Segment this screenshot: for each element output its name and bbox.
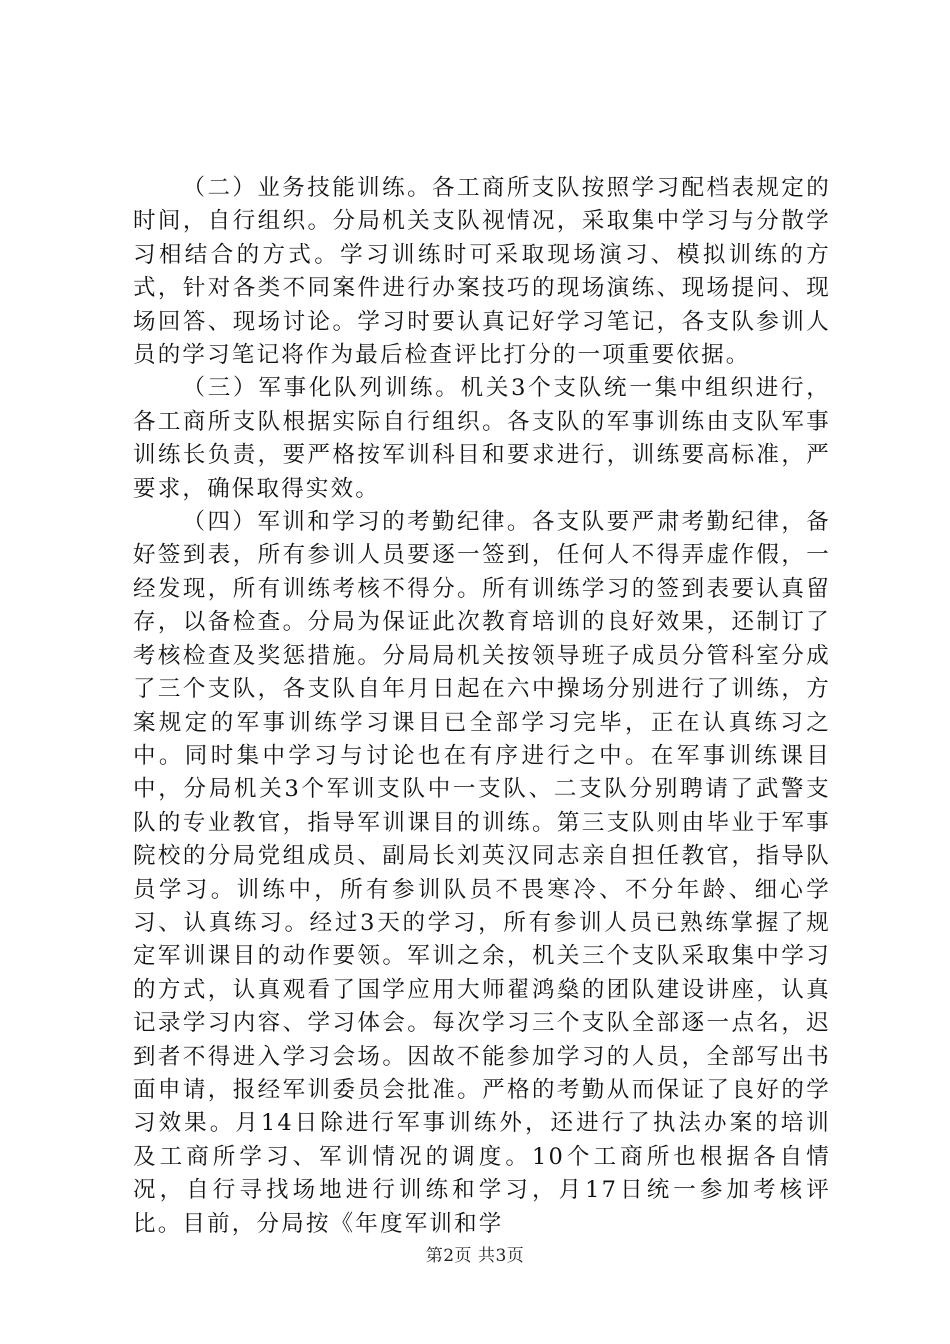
document-body <box>133 172 831 1241</box>
paragraph-military-drill-training: （三）军事化队列训练。机关3个支队统一集中组织进行，各工商所支队根据实际自行组织。各支队的军事训练由支队军事训练长负责，要严格按军训科目和要求进行，训练要高标准，严要求，确保取得实效。 <box>133 375 831 502</box>
paragraph-attendance-discipline: （四）军训和学习的考勤纪律。各支队要严肃考勤纪律，备好签到表，所有参训人员要逐一签到，任何人不得弄虚作假，一经发现，所有训练考核不得分。所有训练学习的签到表要认真留存，以备检查。分局为保证此次教育培训的良好效果，还制订了考核检查及奖惩措施。分局局机关按领导班子成员分管科室分成了三个支队，各支队自年月日起在六中操场分别进行了训练，方案规定的军事训练学习课目已全部学习完毕，正在认真练习之中。同时集中学习与讨论也在有序进行之中。在军事训练课目中，分局机关3个军训支队中一支队、二支队分别聘请了武警支队的专业教官，指导军训课目的训练。第三支队则由毕业于军事院校的分局党组成员、副局长刘英汉同志亲自担任教官，指导队员学习。训练中，所有参训队员不畏寒冷、不分年龄、细心学习、认真练习。经过3天的学习，所有参训人员已熟练掌握了规定军训课目的动作要领。军训之余，机关三个支队采取集中学习的方式，认真观看了国学应用大师翟鸿燊的团队建设讲座，认真记录学习内容、学习体会。每次学习三个支队全部逐一点名，迟到者不得进入学习会场。因故不能参加学习的人员，全部写出书面申请，报经军训委员会批准。严格的考勤从而保证了良好的学习效果。月14日除进行军事训练外，还进行了执法办案的培训及工商所学习、军训情况的调度。10个工商所也根据各自情况，自行寻找场地进行训练和学习，月17日统一参加考核评比。目前，分局按《年度军训和学 <box>133 509 831 1237</box>
page-number-footer: 第2页 共3页 <box>425 1246 525 1266</box>
paragraph-business-skills-training: （二）业务技能训练。各工商所支队按照学习配档表规定的时间，自行组织。分局机关支队视情况，采取集中学习与分散学习相结合的方式。学习训练时可采取现场演习、模拟训练的方式，针对各类不同案件进行办案技巧的现场演练、现场提问、现场回答、现场讨论。学习时要认真记好学习笔记，各支队参训人员的学习笔记将作为最后检查评比打分的一项重要依据。 <box>133 175 831 369</box>
